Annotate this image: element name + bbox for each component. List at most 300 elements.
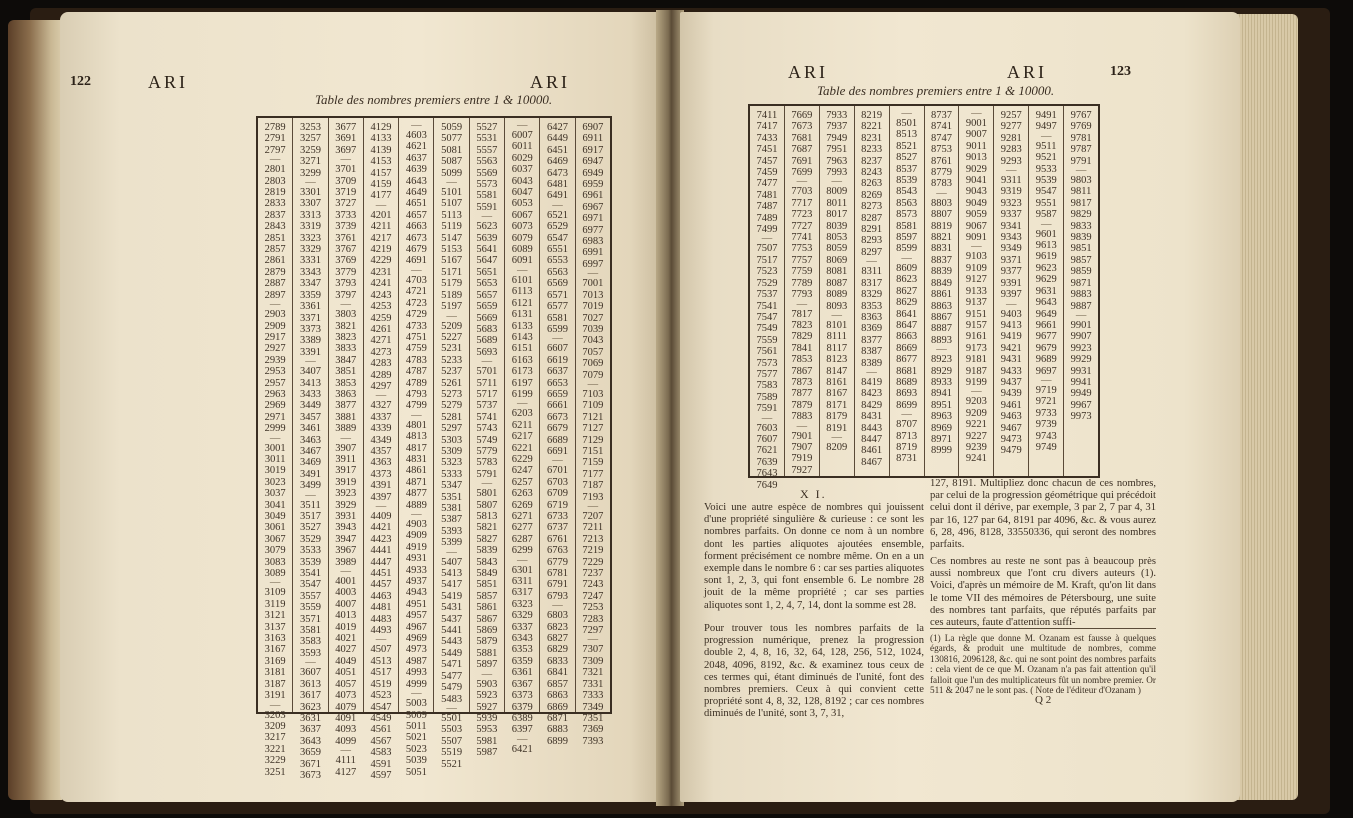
prime-number: 8039 <box>826 220 848 232</box>
prime-number: 8011 <box>826 197 848 209</box>
prime-number: 9281 <box>1000 132 1022 144</box>
prime-number: 9227 <box>965 430 987 442</box>
prime-number: 8069 <box>826 254 848 266</box>
prime-number: 4969 <box>405 633 427 645</box>
prime-number: 9431 <box>1000 354 1022 366</box>
prime-number: 3761 <box>335 232 357 244</box>
prime-number: 5039 <box>405 755 427 767</box>
prime-number: 6197 <box>511 377 533 389</box>
prime-number: 9677 <box>1035 331 1057 343</box>
prime-number: 6037 <box>511 164 533 176</box>
prime-number: 7499 <box>756 224 778 236</box>
prime-number: 3449 <box>299 400 321 412</box>
prime-number: 8699 <box>896 399 918 411</box>
prime-number: 2791 <box>264 133 286 145</box>
prime-number: 4201 <box>370 209 392 221</box>
prime-number: 3163 <box>264 633 286 645</box>
prime-number: — <box>936 187 947 199</box>
prime-number: — <box>866 366 877 378</box>
prime-number: 9817 <box>1070 197 1092 209</box>
prime-number: 8689 <box>896 376 918 388</box>
prime-number: 9511 <box>1035 140 1057 152</box>
prime-number: 6703 <box>547 476 569 488</box>
prime-number: 3407 <box>299 366 321 378</box>
right-page-number: 123 <box>1110 64 1131 79</box>
prime-number: 3167 <box>264 644 286 656</box>
prime-number: 3463 <box>299 434 321 446</box>
prime-number: 5521 <box>441 758 463 770</box>
prime-number: 3023 <box>264 476 286 488</box>
prime-number: 8111 <box>826 331 847 343</box>
prime-number: 7523 <box>756 266 778 278</box>
prime-number: 4111 <box>335 755 356 767</box>
prime-number: 8923 <box>930 354 952 366</box>
table-column <box>364 118 399 781</box>
prime-number: 5573 <box>476 179 498 191</box>
prime-number: — <box>305 177 316 189</box>
paragraph-kraft: Ces nombres au reste ne sont pas à beaucoup près aussi nombreux que l'ont cru divers auteurs (1). Voici, d'après un mémoire de M. Kraft, qu'on lit dans le tome VII des mémoires de Pétersbourg, une suite des nombres tant parfaits, que réputés parfaits par ces auteurs, faute d'attention suffi- <box>930 556 1156 629</box>
prime-number: 8377 <box>861 334 883 346</box>
prime-number: 4493 <box>370 625 392 637</box>
prime-number: 8219 <box>861 110 883 121</box>
prime-number: 7219 <box>582 545 604 557</box>
prime-number: 6883 <box>547 724 569 736</box>
prime-number: — <box>340 566 351 578</box>
prime-number: 3557 <box>299 590 321 602</box>
prime-number: 6823 <box>547 621 569 633</box>
prime-number: 8423 <box>861 388 883 400</box>
prime-number: 9067 <box>965 220 987 232</box>
prime-number: 6427 <box>547 122 569 133</box>
prime-number: 6053 <box>511 198 533 210</box>
prime-number: 6257 <box>511 476 533 488</box>
prime-number: 7901 <box>791 430 813 442</box>
prime-number: 2797 <box>264 144 286 156</box>
prime-number: 7583 <box>756 380 778 392</box>
prime-number: 3911 <box>335 453 357 465</box>
prime-number: 2999 <box>264 423 286 435</box>
prime-number: 7457 <box>756 155 778 167</box>
prime-number: 4129 <box>370 122 392 133</box>
prime-number: 4987 <box>405 655 427 667</box>
prime-number: 6551 <box>547 244 569 256</box>
prime-number: 5857 <box>476 590 498 602</box>
prime-number: 6473 <box>547 167 569 179</box>
prime-number: 8363 <box>861 311 883 323</box>
prime-number: 5531 <box>476 133 498 145</box>
prime-number: 8167 <box>826 388 848 400</box>
prime-number: — <box>552 600 563 612</box>
prime-number: 8597 <box>896 232 918 244</box>
prime-number: 4447 <box>370 556 392 568</box>
prime-number: 9839 <box>1070 232 1092 244</box>
prime-number: 5953 <box>476 724 498 736</box>
prime-number: — <box>552 455 563 467</box>
prime-number: 6701 <box>547 465 569 477</box>
prime-number: 4523 <box>370 690 392 702</box>
right-prime-table <box>748 104 1100 491</box>
prime-number: 4049 <box>335 655 357 667</box>
prime-number: 7607 <box>756 433 778 445</box>
prime-number: — <box>587 501 599 512</box>
prime-number: 3259 <box>299 144 321 156</box>
prime-number: 4861 <box>405 465 427 477</box>
prime-number: 9929 <box>1070 354 1092 366</box>
prime-number: 4909 <box>405 530 427 542</box>
prime-number: 4957 <box>405 610 427 622</box>
prime-number: 4127 <box>335 766 357 778</box>
prime-number: 6637 <box>547 366 569 378</box>
prime-number: 7481 <box>756 189 778 201</box>
prime-number: 4273 <box>370 346 392 358</box>
prime-number: 5501 <box>441 712 463 724</box>
table-column <box>258 118 293 778</box>
prime-number: 4021 <box>335 633 357 645</box>
prime-number: 7573 <box>756 357 778 369</box>
prime-number: 5701 <box>476 366 498 378</box>
prime-number: 6689 <box>547 434 569 446</box>
prime-number: 4157 <box>370 167 392 179</box>
prime-number: — <box>971 386 982 398</box>
prime-number: 8179 <box>826 411 848 423</box>
prime-number: 8677 <box>896 354 918 366</box>
prime-number: — <box>516 733 528 745</box>
prime-number: — <box>587 634 599 646</box>
prime-number: 4349 <box>370 434 392 446</box>
prime-number: 9371 <box>1000 254 1022 266</box>
prime-number: 6173 <box>511 366 533 378</box>
book-left-edge <box>8 20 62 800</box>
prime-number: — <box>411 120 422 131</box>
prime-number: 4057 <box>335 678 357 690</box>
prime-number: 3181 <box>264 667 286 679</box>
prime-number: 9133 <box>965 285 987 297</box>
prime-number: 5861 <box>476 602 498 614</box>
prime-number: 6397 <box>511 724 533 736</box>
prime-number: 6793 <box>547 590 569 602</box>
prime-number: 9547 <box>1035 186 1057 198</box>
prime-number: 5563 <box>476 156 498 168</box>
prime-number: 3547 <box>299 579 321 591</box>
prime-number: — <box>481 356 493 368</box>
prime-number: 4639 <box>405 164 427 176</box>
prime-number: 4799 <box>405 400 427 412</box>
prime-number: 9949 <box>1070 388 1092 400</box>
prime-number: 7919 <box>791 453 813 465</box>
prime-number: 7369 <box>582 724 604 736</box>
prime-number: — <box>411 409 422 421</box>
prime-number: 3389 <box>299 335 321 347</box>
prime-number: 4793 <box>405 388 427 400</box>
prime-number: 8243 <box>861 167 883 179</box>
left-header-left: ARI <box>148 72 188 92</box>
prime-number: 4643 <box>405 175 427 187</box>
prime-number: 9803 <box>1070 175 1092 187</box>
prime-number: 2837 <box>264 209 286 221</box>
prime-number: 7639 <box>756 456 778 468</box>
prime-number: 6761 <box>547 533 569 545</box>
prime-number: 9257 <box>1000 110 1022 121</box>
prime-number: 7109 <box>582 400 604 412</box>
table-column <box>434 118 469 770</box>
prime-number: 5659 <box>476 301 498 313</box>
prime-number: 3221 <box>264 743 286 755</box>
prime-number: — <box>796 420 808 432</box>
prime-number: 7789 <box>791 277 813 289</box>
prime-number: 6323 <box>511 598 533 610</box>
prime-number: 4597 <box>370 769 392 781</box>
prime-number: 6829 <box>547 644 569 656</box>
prime-number: 8009 <box>826 186 848 198</box>
prime-number: 6143 <box>511 331 533 343</box>
prime-number: 8647 <box>896 319 918 331</box>
prime-number: 3923 <box>335 488 357 500</box>
prime-number: 3833 <box>335 343 357 355</box>
prime-number: — <box>446 546 457 558</box>
prime-number: 3931 <box>335 511 357 522</box>
prime-number: 7741 <box>791 232 813 244</box>
prime-number: 7309 <box>582 655 604 667</box>
prime-number: 8287 <box>861 212 883 224</box>
prime-number: 6203 <box>511 408 533 420</box>
prime-number: 4363 <box>370 457 392 469</box>
prime-number: 6329 <box>511 610 533 622</box>
prime-number: 6961 <box>582 190 604 202</box>
prime-number: — <box>796 176 808 188</box>
prime-number: 4889 <box>405 499 427 511</box>
prime-number: 3823 <box>335 331 357 343</box>
prime-number: 2851 <box>264 232 286 244</box>
prime-number: 4993 <box>405 667 427 679</box>
prime-number: 2801 <box>264 164 286 176</box>
prime-number: 4271 <box>370 335 392 347</box>
prime-number: 3253 <box>299 122 321 133</box>
prime-number: 7591 <box>756 403 778 415</box>
prime-number: 7151 <box>582 445 604 457</box>
prime-number: 3719 <box>335 187 357 199</box>
prime-number: 5167 <box>441 255 463 267</box>
prime-number: 5689 <box>476 335 498 347</box>
prime-number: 3539 <box>299 556 321 568</box>
prime-number: 9043 <box>965 186 987 198</box>
prime-number: 6389 <box>511 712 533 724</box>
prime-number: — <box>901 409 912 421</box>
prime-number: 5077 <box>441 133 463 145</box>
prime-number: 8263 <box>861 178 883 190</box>
prime-number: 8941 <box>930 388 952 400</box>
prime-number: 3881 <box>335 411 357 423</box>
prime-number: 8461 <box>861 445 883 457</box>
prime-number: 8527 <box>896 152 918 164</box>
prime-number: 9413 <box>1000 319 1022 331</box>
prime-number: 3821 <box>335 320 357 332</box>
prime-number: 3461 <box>299 423 321 435</box>
prime-number: 7577 <box>756 368 778 380</box>
prime-number: 9161 <box>965 331 987 343</box>
prime-number: — <box>552 199 563 211</box>
prime-number: 7559 <box>756 334 778 346</box>
prime-number: 6991 <box>582 247 604 259</box>
prime-number: 4091 <box>335 712 357 724</box>
prime-number: 5113 <box>441 209 462 221</box>
prime-number: 5009 <box>405 709 427 721</box>
prime-number: 7193 <box>582 491 604 503</box>
prime-number: 4933 <box>405 564 427 576</box>
prime-number: 8747 <box>930 132 952 144</box>
prime-number: 3733 <box>335 209 357 221</box>
prime-number: 3907 <box>335 442 357 454</box>
prime-number: 2819 <box>264 187 286 199</box>
prime-number: 4519 <box>370 678 392 690</box>
prime-number: 3187 <box>264 678 286 690</box>
prime-number: 9091 <box>965 232 987 244</box>
prime-number: 8273 <box>861 201 883 213</box>
prime-number: 8233 <box>861 144 883 156</box>
prime-number: 9439 <box>1000 388 1022 400</box>
prime-number: 9391 <box>1000 277 1022 289</box>
prime-number: — <box>269 154 281 166</box>
prime-number: 6899 <box>547 735 569 747</box>
prime-number: 7673 <box>791 121 813 133</box>
prime-number: 3391 <box>299 346 321 358</box>
prime-number: 6781 <box>547 568 569 580</box>
prime-number: 8971 <box>930 433 952 445</box>
prime-number: 8513 <box>896 129 918 141</box>
prime-number: 2909 <box>264 320 286 332</box>
prime-number: 6311 <box>511 576 533 588</box>
prime-number: 7333 <box>582 690 604 702</box>
prime-number: 5581 <box>476 190 498 202</box>
prime-number: 8161 <box>826 376 848 388</box>
prime-number: 3919 <box>335 476 357 488</box>
prime-number: 3037 <box>264 488 286 500</box>
prime-number: 4813 <box>405 431 427 443</box>
prime-number: 5683 <box>476 323 498 335</box>
prime-number: 4451 <box>370 568 392 580</box>
prime-number: 3643 <box>299 735 321 747</box>
prime-number: 3697 <box>335 144 357 156</box>
prime-number: 9613 <box>1035 240 1057 252</box>
prime-number: 8537 <box>896 163 918 175</box>
prime-number: 7823 <box>791 319 813 331</box>
prime-number: — <box>516 554 528 566</box>
prime-number: 6379 <box>511 701 533 713</box>
prime-number: 9463 <box>1000 411 1022 423</box>
prime-number: 8543 <box>896 186 918 198</box>
prime-number: — <box>340 154 351 166</box>
prime-number: 7237 <box>582 568 604 580</box>
prime-number: 7757 <box>791 254 813 266</box>
prime-number: 4967 <box>405 621 427 633</box>
prime-number: 6089 <box>511 244 533 256</box>
prime-number: 3847 <box>335 354 357 366</box>
prime-number: 4283 <box>370 358 392 370</box>
prime-number: 3217 <box>264 732 286 744</box>
prime-number: 3917 <box>335 465 357 477</box>
prime-number: 8209 <box>826 441 848 453</box>
prime-number: 3863 <box>335 388 357 400</box>
prime-number: 7283 <box>582 613 604 625</box>
prime-number: 4297 <box>370 380 392 392</box>
prime-number: — <box>936 344 947 356</box>
prime-number: 6113 <box>511 286 533 298</box>
prime-number: 9479 <box>1000 445 1022 457</box>
prime-number: 9721 <box>1035 396 1057 408</box>
prime-number: 7867 <box>791 365 813 377</box>
prime-number: 9791 <box>1070 155 1092 167</box>
prime-number: 8087 <box>826 277 848 289</box>
prime-number: 9679 <box>1035 342 1057 354</box>
prime-number: 4751 <box>405 331 427 343</box>
table-column <box>1064 106 1098 476</box>
prime-number: 7681 <box>791 132 813 144</box>
prime-number: 4649 <box>405 187 427 199</box>
prime-number: 9551 <box>1035 197 1057 209</box>
prime-number: 3517 <box>299 511 321 522</box>
prime-number: 5351 <box>441 491 463 503</box>
prime-number: 5153 <box>441 244 463 256</box>
prime-number: 8741 <box>930 121 952 133</box>
prime-number: 4481 <box>370 602 392 614</box>
prime-number: 3851 <box>335 366 357 378</box>
prime-number: 5147 <box>441 232 463 244</box>
prime-number: 9467 <box>1000 422 1022 434</box>
paragraph-progression: Pour trouver tous les nombres parfaits de la progression numérique, prenez la progression double 2, 4, 8, 16, 32, 64, 128, 256, 512, 1024, 2048, 4096, 8192, &c. & examinez tous ceux de ces termes qui, étant diminués de l'unité, font des nombres premiers. Ceux à qui convient cette propriété sont 4, 8, 32, 128, 8192 ; car ces nombres diminués de l'unité, sont 3, 7, 31, <box>704 623 924 720</box>
prime-number: 4241 <box>370 278 392 290</box>
prime-number: 5003 <box>405 698 427 710</box>
prime-number: 4871 <box>405 476 427 488</box>
prime-number: 7001 <box>582 278 604 290</box>
prime-number: 7541 <box>756 300 778 312</box>
prime-number: 9719 <box>1035 384 1057 396</box>
prime-number: 5851 <box>476 579 498 591</box>
prime-number: 3623 <box>299 701 321 713</box>
prime-number: — <box>375 501 387 512</box>
prime-number: 7643 <box>756 468 778 480</box>
prime-number: 9623 <box>1035 262 1057 274</box>
prime-number: 8419 <box>861 376 883 388</box>
prime-number: 3137 <box>264 621 286 633</box>
prime-number: 8663 <box>896 331 918 343</box>
table-column <box>505 118 540 755</box>
prime-number: — <box>375 199 387 211</box>
prime-number: 3191 <box>264 690 286 702</box>
prime-number: 8629 <box>896 297 918 309</box>
prime-number: 5443 <box>441 636 463 648</box>
prime-number: 5623 <box>476 221 498 233</box>
prime-number: 8573 <box>896 209 918 221</box>
table-column <box>576 118 610 747</box>
prime-number: 5101 <box>441 187 463 199</box>
prime-number: — <box>971 108 982 119</box>
prime-number: 8627 <box>896 285 918 297</box>
prime-number: 3251 <box>264 766 286 778</box>
prime-number: 4441 <box>370 545 392 557</box>
prime-number: 6863 <box>547 690 569 702</box>
prime-number: — <box>411 509 422 520</box>
prime-number: 8819 <box>930 220 952 232</box>
prime-number: 6521 <box>547 209 569 221</box>
prime-number: 6841 <box>547 667 569 679</box>
prime-number: 6971 <box>582 213 604 225</box>
prime-number: 2887 <box>264 278 286 290</box>
prime-number: 4099 <box>335 735 357 747</box>
prime-number: 9497 <box>1035 121 1057 133</box>
prime-number: — <box>516 398 528 410</box>
prime-number: — <box>1006 165 1017 177</box>
prime-number: 9419 <box>1000 331 1022 343</box>
prime-number: 3727 <box>335 198 357 210</box>
